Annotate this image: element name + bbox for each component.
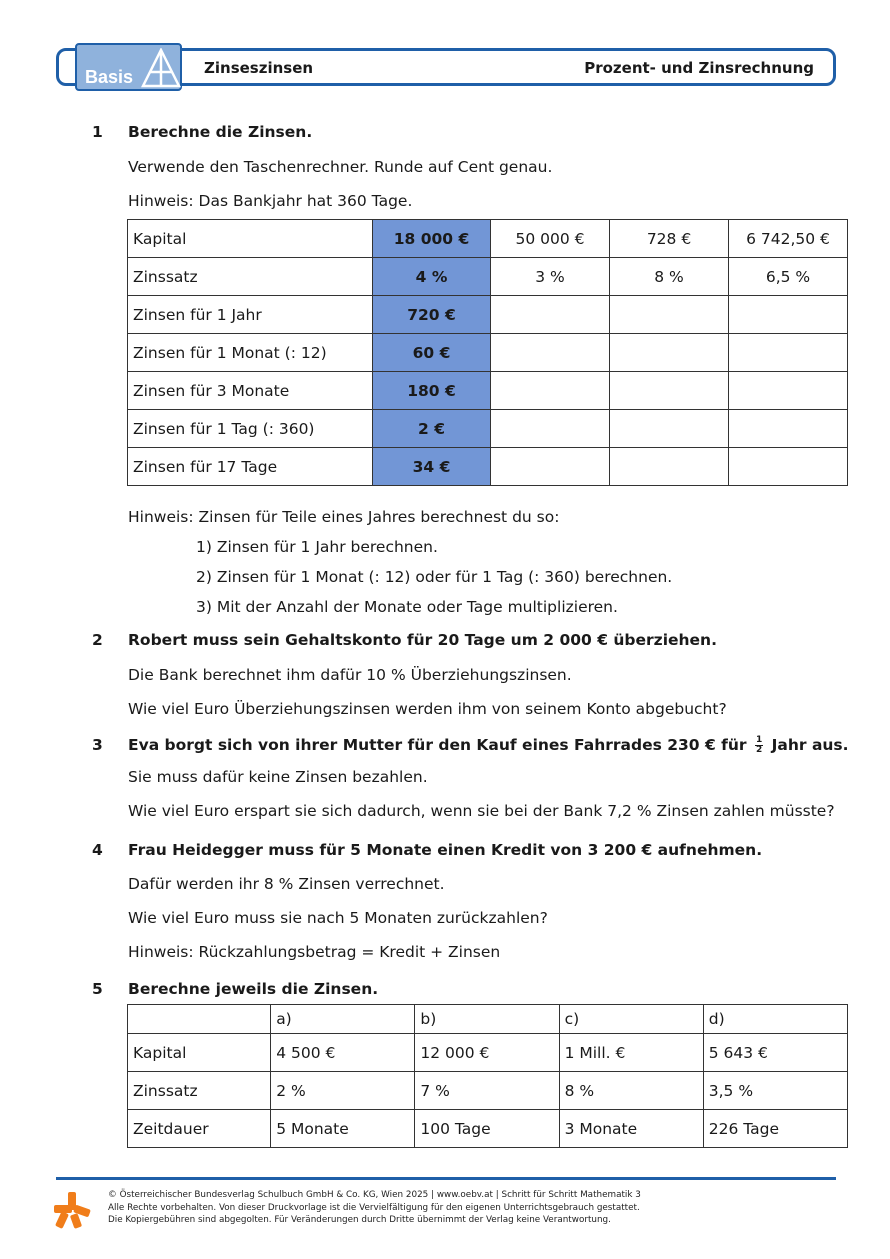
table-cell: 18 000 €	[373, 220, 491, 258]
task-title: Robert muss sein Gehaltskonto für 20 Tage um 2 000 € überziehen.	[128, 631, 717, 649]
table-cell	[610, 296, 729, 334]
table-cell: Zinssatz	[128, 258, 373, 296]
table-cell: c)	[559, 1005, 703, 1034]
table-row	[128, 372, 848, 410]
table-cell: 4 500 €	[271, 1034, 415, 1072]
table-row	[128, 1034, 848, 1072]
disclaimer-text: Die Kopiergebühren sind abgegolten. Für Veränderungen durch Dritte übernimmt der Verlag keine Verantwortung.	[108, 1215, 611, 1225]
task-text: Wie viel Euro muss sie nach 5 Monaten zurückzahlen?	[128, 909, 548, 927]
task-text: Wie viel Euro Überziehungszinsen werden ihm von seinem Konto abgebucht?	[128, 700, 727, 718]
table-cell	[729, 448, 848, 486]
table-cell: Kapital	[128, 220, 373, 258]
table-cell: 100 Tage	[415, 1110, 559, 1148]
level-badge	[75, 43, 182, 91]
task-title: Berechne die Zinsen.	[128, 123, 313, 141]
topic-title: Zinseszinsen	[204, 59, 314, 77]
table-cell: 50 000 €	[491, 220, 610, 258]
hint-text: Hinweis: Rückzahlungsbetrag = Kredit + Zinsen	[128, 943, 501, 961]
table-cell	[729, 410, 848, 448]
table-cell: 5 643 €	[703, 1034, 847, 1072]
table-cell: 12 000 €	[415, 1034, 559, 1072]
table-row	[128, 220, 848, 258]
badge-label: Basis	[85, 67, 134, 87]
table-cell	[491, 448, 610, 486]
table-cell: 60 €	[373, 334, 491, 372]
table-cell	[610, 334, 729, 372]
task-title: Eva borgt sich von ihrer Mutter für den Kauf eines Fahrrades 230 € für $\frac{1}{2}$ Jahr aus.	[128, 735, 849, 755]
table-cell: Zinsen für 17 Tage	[128, 448, 373, 486]
task-text: Die Bank berechnet ihm dafür 10 % Überziehungszinsen.	[128, 666, 572, 684]
table-cell	[610, 372, 729, 410]
table-row	[128, 334, 848, 372]
table-cell: 3 Monate	[559, 1110, 703, 1148]
task-text: Sie muss dafür keine Zinsen bezahlen.	[128, 768, 428, 786]
table-cell	[610, 448, 729, 486]
task-text: Wie viel Euro erspart sie sich dadurch, wenn sie bei der Bank 7,2 % Zinsen zahlen müsste?	[128, 802, 835, 820]
task-title: Frau Heidegger muss für 5 Monate einen Kredit von 3 200 € aufnehmen.	[128, 841, 763, 859]
table-cell: a)	[271, 1005, 415, 1034]
table-cell	[491, 372, 610, 410]
table-row	[128, 1110, 848, 1148]
table-cell	[729, 334, 848, 372]
table-cell	[491, 296, 610, 334]
table-cell	[729, 372, 848, 410]
table-cell: 728 €	[610, 220, 729, 258]
fraction: $\frac{1}{2}$	[755, 735, 763, 755]
table-cell: 8 %	[559, 1072, 703, 1110]
task-number: 3	[92, 736, 103, 754]
task-number: 4	[92, 841, 103, 859]
table-row	[128, 1005, 848, 1034]
table-cell: 720 €	[373, 296, 491, 334]
table-cell	[491, 334, 610, 372]
table-cell	[729, 296, 848, 334]
task-text: Hinweis: Das Bankjahr hat 360 Tage.	[128, 192, 413, 210]
table-cell: Zeitdauer	[128, 1110, 271, 1148]
table-cell: Zinsen für 1 Monat (: 12)	[128, 334, 373, 372]
table-cell: 4 %	[373, 258, 491, 296]
table-row	[128, 1072, 848, 1110]
hint-text: Hinweis: Zinsen für Teile eines Jahres berechnest du so:	[128, 508, 560, 526]
table-cell: 5 Monate	[271, 1110, 415, 1148]
rights-text: Alle Rechte vorbehalten. Von dieser Druckvorlage ist die Vervielfältigung für den eigenen Unterrichtsgebrauch gestattet.	[108, 1203, 640, 1213]
step-item: 3) Mit der Anzahl der Monate oder Tage multiplizieren.	[196, 598, 618, 616]
table-cell: 226 Tage	[703, 1110, 847, 1148]
copyright-text: © Österreichischer Bundesverlag Schulbuch GmbH & Co. KG, Wien 2025 | www.oebv.at | Schritt für Schritt Mathematik 3	[108, 1190, 641, 1200]
table-cell: Zinssatz	[128, 1072, 271, 1110]
task-number: 5	[92, 980, 103, 998]
table-cell: Zinsen für 1 Tag (: 360)	[128, 410, 373, 448]
table-cell: 8 %	[610, 258, 729, 296]
table-cell	[128, 1005, 271, 1034]
table-cell: 6,5 %	[729, 258, 848, 296]
table-cell: 3,5 %	[703, 1072, 847, 1110]
table-cell: 2 €	[373, 410, 491, 448]
task-number: 1	[92, 123, 103, 141]
table-cell: 1 Mill. €	[559, 1034, 703, 1072]
table-cell: 3 %	[491, 258, 610, 296]
table-row	[128, 410, 848, 448]
chapter-title: Prozent- und Zinsrechnung	[584, 59, 814, 77]
table-cell: Zinsen für 1 Jahr	[128, 296, 373, 334]
interest-table	[127, 219, 848, 486]
table-cell	[610, 410, 729, 448]
step-item: 1) Zinsen für 1 Jahr berechnen.	[196, 538, 438, 556]
table-cell: 7 %	[415, 1072, 559, 1110]
capital-table	[127, 1004, 848, 1148]
publisher-logo-icon	[52, 1190, 92, 1230]
task-title: Berechne jeweils die Zinsen.	[128, 980, 379, 998]
task-text: Verwende den Taschenrechner. Runde auf Cent genau.	[128, 158, 553, 176]
step-item: 2) Zinsen für 1 Monat (: 12) oder für 1 Tag (: 360) berechnen.	[196, 568, 673, 586]
table-cell: 2 %	[271, 1072, 415, 1110]
table-row	[128, 296, 848, 334]
task-number: 2	[92, 631, 103, 649]
task-text: Dafür werden ihr 8 % Zinsen verrechnet.	[128, 875, 445, 893]
table-cell: 34 €	[373, 448, 491, 486]
footer-divider	[56, 1177, 836, 1180]
table-cell: 6 742,50 €	[729, 220, 848, 258]
table-row	[128, 448, 848, 486]
table-cell: d)	[703, 1005, 847, 1034]
table-cell	[491, 410, 610, 448]
table-row	[128, 258, 848, 296]
table-cell: 180 €	[373, 372, 491, 410]
table-cell: Zinsen für 3 Monate	[128, 372, 373, 410]
table-cell: b)	[415, 1005, 559, 1034]
triangle-icon	[141, 48, 181, 88]
table-cell: Kapital	[128, 1034, 271, 1072]
